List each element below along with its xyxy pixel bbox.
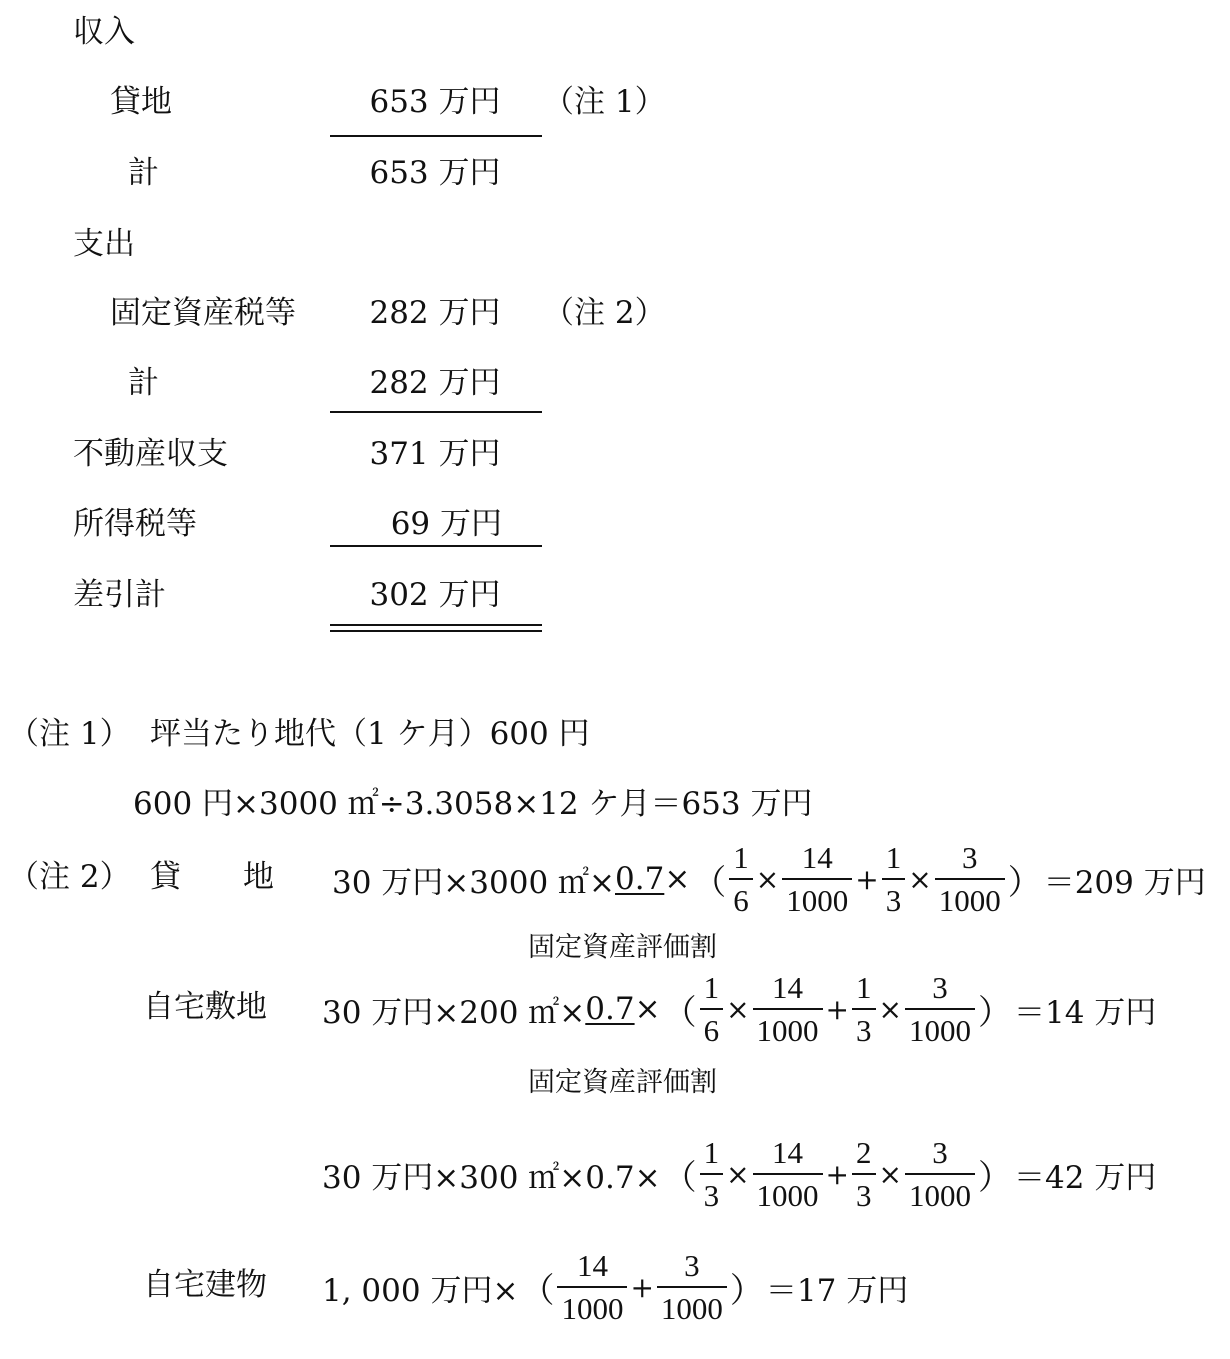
leased-land-label: 貸 地 [150, 859, 274, 895]
expense-total-label: 計 [128, 365, 159, 401]
fraction-1-3: $\frac{1}{3}$ [854, 971, 874, 1048]
times-sign: × [878, 992, 902, 1026]
times-sign: × [634, 991, 661, 1027]
formula-result: ＝14 万円 [1013, 994, 1157, 1031]
home-land-formula [322, 968, 1156, 1050]
tax-label: 固定資産税等 [110, 295, 296, 331]
times-sign: × [726, 992, 750, 1026]
fraction-3-1000: $\frac{3}{1000}$ [907, 971, 973, 1048]
income-tax-amount: 69 万円 [390, 506, 502, 542]
rent-label: 貸地 [110, 84, 172, 120]
expense-total-amount: 282 万円 [369, 365, 501, 401]
eval-ratio: 0.7 [615, 861, 665, 897]
double-rule-net [330, 624, 542, 632]
tax-note-ref: （注 2） [543, 295, 666, 331]
fraction-14-1000: $\frac{14}{1000}$ [559, 1249, 625, 1326]
eval-note-1: 固定資産評価割 [528, 932, 717, 963]
home-land-formula-2 [322, 1133, 1156, 1215]
balance-amount: 371 万円 [369, 436, 501, 472]
formula-prefix: 30 万円×200 ㎡× [322, 994, 586, 1031]
fraction-14-1000: $\frac{14}{1000}$ [755, 971, 821, 1048]
times-sign: × [908, 862, 932, 896]
left-paren: （ [520, 1270, 555, 1311]
home-building-formula [322, 1246, 908, 1328]
formula-prefix: 30 万円×3000 ㎡× [332, 864, 615, 901]
left-paren: （ [662, 1157, 697, 1198]
leased-land-formula [332, 838, 1206, 920]
net-amount: 302 万円 [369, 577, 501, 613]
home-building-label: 自宅建物 [143, 1267, 267, 1303]
fraction-14-1000: $\frac{14}{1000}$ [784, 841, 850, 918]
formula-result: ＝17 万円 [765, 1272, 909, 1309]
income-heading: 収入 [73, 14, 135, 50]
right-paren: ） [729, 1270, 764, 1311]
eval-ratio: 0.7 [585, 991, 635, 1027]
right-paren: ） [977, 992, 1012, 1033]
fraction-1-6: $\frac{1}{6}$ [702, 971, 722, 1048]
home-land-label: 自宅敷地 [143, 989, 267, 1025]
right-paren: ） [977, 1157, 1012, 1198]
plus-sign: + [825, 1157, 849, 1191]
rent-amount: 653 万円 [369, 84, 501, 120]
formula-result: ＝42 万円 [1013, 1159, 1157, 1196]
rule-expense [330, 411, 542, 413]
fraction-1-6: $\frac{1}{6}$ [731, 841, 751, 918]
fraction-14-1000: $\frac{14}{1000}$ [755, 1136, 821, 1213]
balance-label: 不動産収支 [73, 436, 228, 472]
formula-prefix: 30 万円×300 ㎡×0.7× [322, 1159, 661, 1196]
right-paren: ） [1007, 862, 1042, 903]
fraction-1-3: $\frac{1}{3}$ [884, 841, 904, 918]
note1-label: （注 1） [8, 716, 131, 752]
plus-sign: + [855, 862, 879, 896]
left-paren: （ [662, 992, 697, 1033]
tax-amount: 282 万円 [369, 295, 501, 331]
note2-label: （注 2） [8, 859, 131, 895]
eval-note-2: 固定資産評価割 [528, 1067, 717, 1098]
rent-note-ref: （注 1） [543, 84, 666, 120]
plus-sign: + [630, 1270, 654, 1304]
fraction-1-3: $\frac{1}{3}$ [702, 1136, 722, 1213]
fraction-3-1000: $\frac{3}{1000}$ [907, 1136, 973, 1213]
fraction-3-1000: $\frac{3}{1000}$ [659, 1249, 725, 1326]
times-sign: × [726, 1157, 750, 1191]
formula-result: ＝209 万円 [1043, 864, 1206, 901]
fraction-2-3: $\frac{2}{3}$ [854, 1136, 874, 1213]
rule-summary [330, 545, 542, 547]
note1-text: 坪当たり地代（1 ケ月）600 円 [150, 716, 590, 752]
income-tax-label: 所得税等 [73, 506, 197, 542]
income-total-amount: 653 万円 [369, 155, 501, 191]
income-total-label: 計 [128, 155, 159, 191]
rule-income [330, 135, 542, 137]
expense-heading: 支出 [73, 226, 135, 262]
net-label: 差引計 [73, 577, 166, 613]
formula-prefix: 1, 000 万円× [322, 1272, 519, 1309]
left-paren: （ [692, 862, 727, 903]
times-sign: × [755, 862, 780, 896]
times-sign: × [664, 861, 691, 897]
note1-formula: 600 円×3000 ㎡÷3.3058×12 ケ月＝653 万円 [133, 786, 813, 822]
fraction-3-1000: $\frac{3}{1000}$ [937, 841, 1003, 918]
times-sign: × [878, 1157, 902, 1191]
plus-sign: + [825, 992, 850, 1026]
